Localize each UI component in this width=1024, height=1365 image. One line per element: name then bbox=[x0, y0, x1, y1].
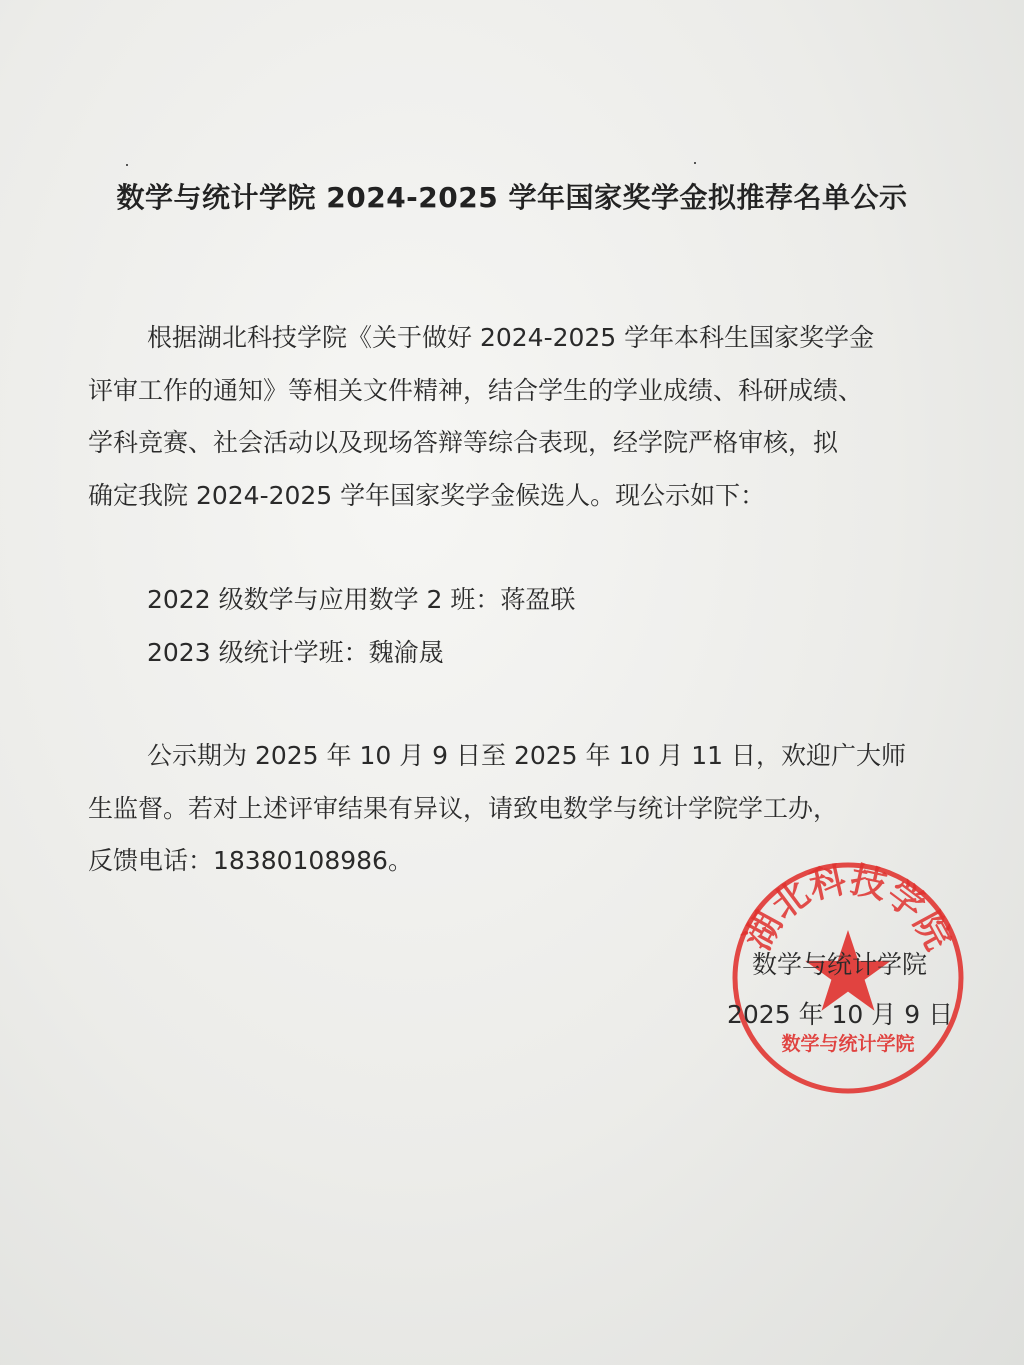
intro-line-1: 根据湖北科技学院《关于做好 2024-2025 学年本科生国家奖学金 bbox=[147, 323, 875, 352]
paper-speck bbox=[694, 162, 696, 164]
candidate-line-1: 2022 级数学与应用数学 2 班：蒋盈联 bbox=[147, 585, 576, 614]
notice-line-1: 公示期为 2025 年 10 月 9 日至 2025 年 10 月 11 日，欢迎广大师 bbox=[147, 741, 906, 770]
intro-line-3: 学科竞赛、社会活动以及现场答辩等综合表现，经学院严格审核，拟 bbox=[88, 428, 839, 457]
document-title: 数学与统计学院 2024-2025 学年国家奖学金拟推荐名单公示 bbox=[116, 181, 908, 214]
intro-line-2: 评审工作的通知》等相关文件精神，结合学生的学业成绩、科研成绩、 bbox=[88, 376, 864, 405]
paper-speck bbox=[126, 164, 128, 166]
seal-inner-text: 数学与统计学院 bbox=[781, 1033, 915, 1055]
signature-org: 数学与统计学院 bbox=[752, 950, 928, 979]
notice-line-2: 生监督。若对上述评审结果有异议，请致电数学与统计学院学工办， bbox=[88, 794, 839, 823]
notice-line-3: 反馈电话：18380108986。 bbox=[88, 846, 413, 875]
signature-date: 2025 年 10 月 9 日 bbox=[727, 1000, 954, 1029]
seal-outer-text: 湖北科技学院 bbox=[736, 858, 960, 957]
candidate-line-2: 2023 级统计学班：魏渝晟 bbox=[147, 638, 444, 667]
intro-line-4: 确定我院 2024-2025 学年国家奖学金候选人。现公示如下： bbox=[88, 481, 766, 510]
